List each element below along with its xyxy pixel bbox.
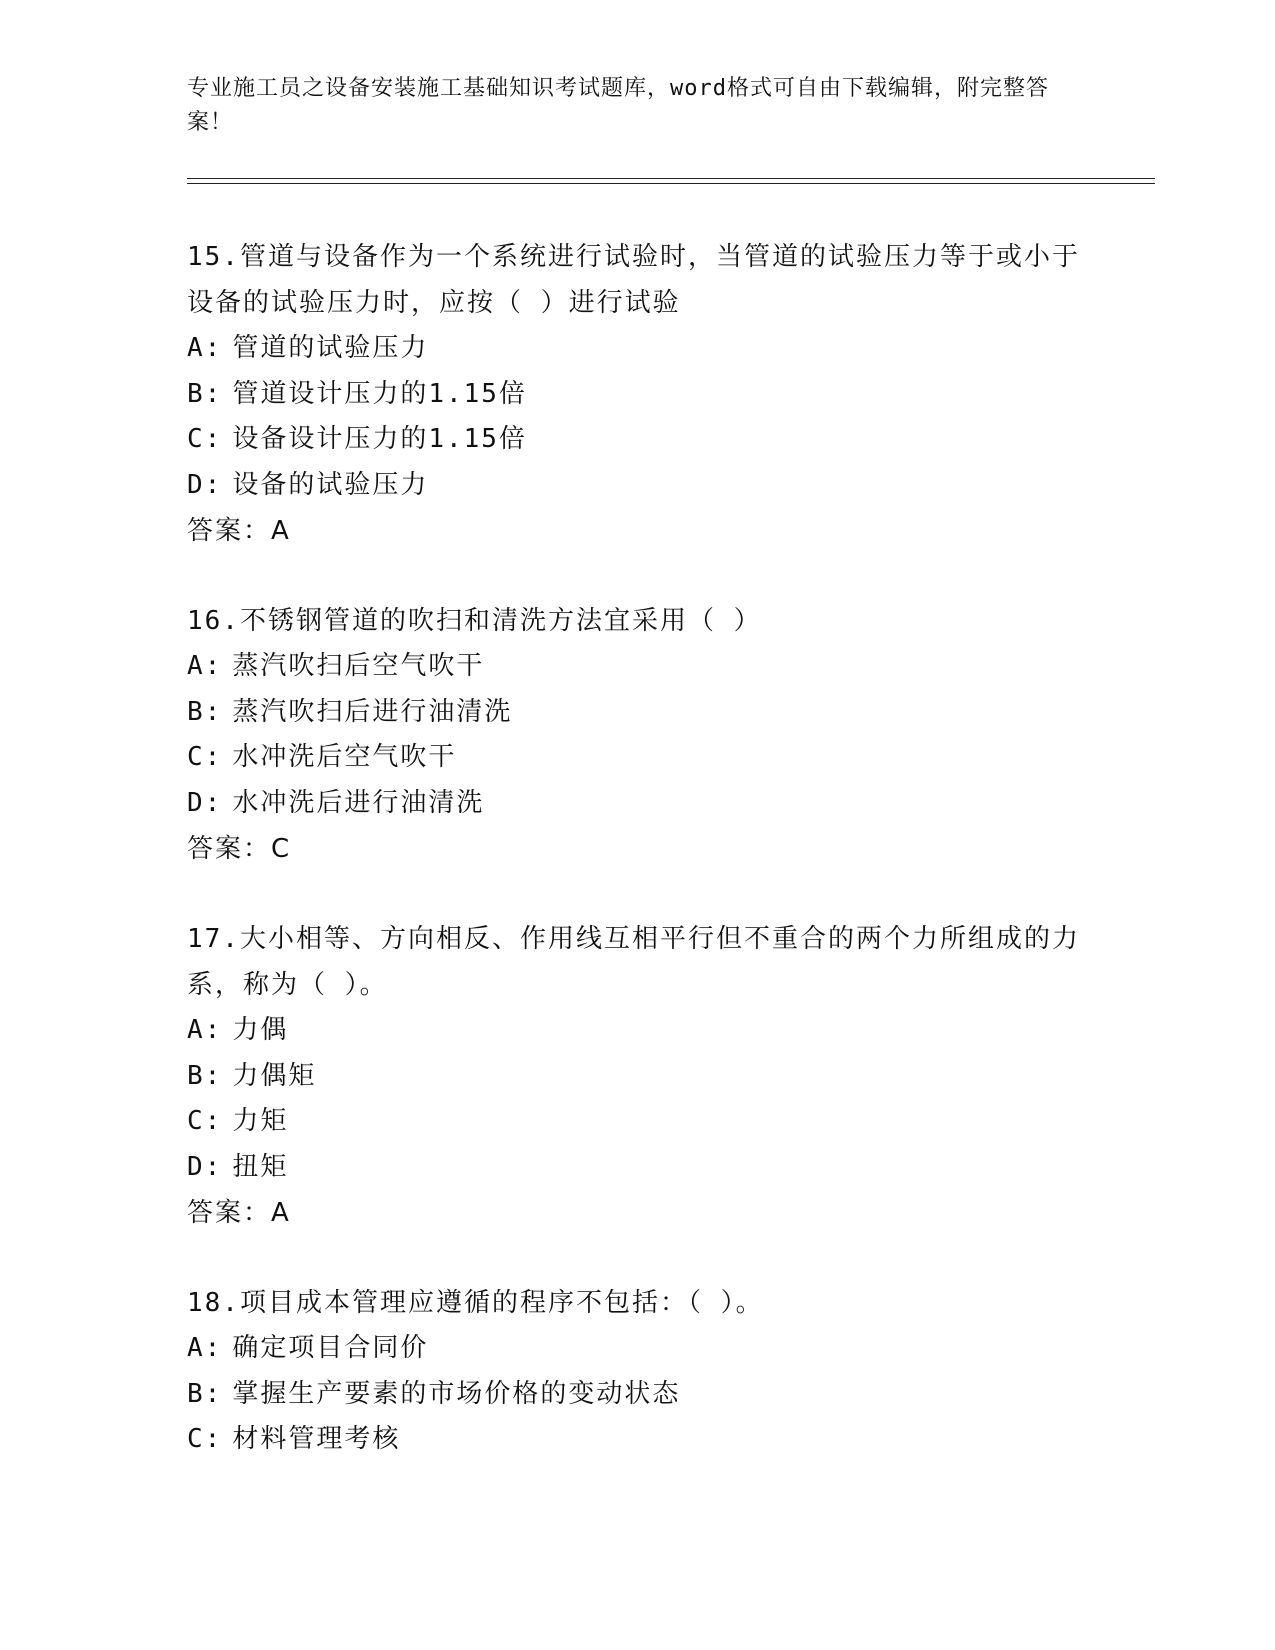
question-stem: 17.大小相等、方向相反、作用线互相平行但不重合的两个力所组成的力系，称为（ ）。 — [187, 924, 1080, 1000]
header-rule-bottom — [187, 183, 1155, 184]
header-rule-top — [187, 178, 1155, 179]
option-text: 力偶 — [232, 1015, 289, 1045]
answer-line — [187, 508, 1087, 554]
option-text: 力偶矩 — [232, 1060, 317, 1091]
option-key: C — [187, 1106, 205, 1136]
option-b: B: 管道设计压力的1.15倍 — [187, 378, 527, 409]
option-text: 管道设计压力的1.15倍 — [232, 378, 527, 409]
option-text: 确定项目合同价 — [232, 1333, 429, 1363]
option-text: 扭矩 — [232, 1151, 289, 1182]
answer-line — [187, 826, 1087, 872]
option-key: C — [187, 742, 205, 772]
option-text: 设备设计压力的1.15倍 — [232, 424, 527, 454]
option-a: A: 蒸汽吹扫后空气吹干 — [187, 651, 485, 681]
option-text: 蒸汽吹扫后空气吹干 — [232, 651, 485, 681]
answer-value: C — [271, 834, 292, 864]
option-c: C: 材料管理考核 — [187, 1424, 401, 1454]
answer-line — [187, 1190, 1087, 1236]
document-header: 专业施工员之设备安装施工基础知识考试题库，word格式可自由下载编辑，附完整答案！ — [187, 76, 1049, 135]
option-text: 蒸汽吹扫后进行油清洗 — [232, 696, 513, 727]
question-stem: 16.不锈钢管道的吹扫和清洗方法宜采用（ ） — [187, 606, 762, 636]
option-key: B — [187, 378, 205, 409]
option-key: D — [187, 1151, 205, 1182]
option-key: C — [187, 424, 205, 454]
answer-value: A — [271, 1198, 291, 1228]
answer-value: A — [271, 516, 291, 546]
option-b: B: 力偶矩 — [187, 1060, 317, 1091]
option-b: B: 蒸汽吹扫后进行油清洗 — [187, 696, 513, 727]
option-key: C — [187, 1424, 205, 1454]
option-d: D: 扭矩 — [187, 1151, 289, 1182]
option-key: D — [187, 787, 205, 818]
answer-label: 答案： — [187, 516, 272, 546]
answer-label: 答案： — [187, 834, 272, 864]
option-key: A — [187, 651, 205, 681]
answer-label: 答案： — [187, 1198, 272, 1228]
option-text: 管道的试验压力 — [232, 333, 429, 363]
question-16 — [187, 598, 1087, 872]
option-key: B — [187, 1060, 205, 1091]
option-a: A: 管道的试验压力 — [187, 333, 429, 363]
option-d: D: 设备的试验压力 — [187, 469, 429, 500]
option-key: D — [187, 469, 205, 500]
question-list — [187, 234, 1087, 1507]
option-key: A — [187, 1333, 205, 1363]
question-17 — [187, 916, 1087, 1236]
option-text: 掌握生产要素的市场价格的变动状态 — [232, 1378, 681, 1409]
question-18 — [187, 1280, 1087, 1463]
option-text: 水冲洗后进行油清洗 — [232, 787, 485, 818]
option-text: 力矩 — [232, 1106, 289, 1136]
option-text: 设备的试验压力 — [232, 469, 429, 500]
option-key: A — [187, 333, 205, 363]
option-d: D: 水冲洗后进行油清洗 — [187, 787, 485, 818]
option-key: A — [187, 1015, 205, 1045]
option-key: B — [187, 1378, 205, 1409]
option-key: B — [187, 696, 205, 727]
option-b: B: 掌握生产要素的市场价格的变动状态 — [187, 1378, 681, 1409]
option-a: A: 力偶 — [187, 1015, 289, 1045]
question-15 — [187, 234, 1087, 554]
option-c: C: 设备设计压力的1.15倍 — [187, 424, 527, 454]
question-stem: 18.项目成本管理应遵循的程序不包括：（ ）。 — [187, 1288, 764, 1318]
option-a: A: 确定项目合同价 — [187, 1333, 429, 1363]
option-text: 材料管理考核 — [232, 1424, 401, 1454]
option-text: 水冲洗后空气吹干 — [232, 742, 457, 772]
option-c: C: 水冲洗后空气吹干 — [187, 742, 457, 772]
question-stem: 15.管道与设备作为一个系统进行试验时，当管道的试验压力等于或小于设备的试验压力时，应按（ ）进行试验 — [187, 242, 1080, 318]
option-c: C: 力矩 — [187, 1106, 289, 1136]
